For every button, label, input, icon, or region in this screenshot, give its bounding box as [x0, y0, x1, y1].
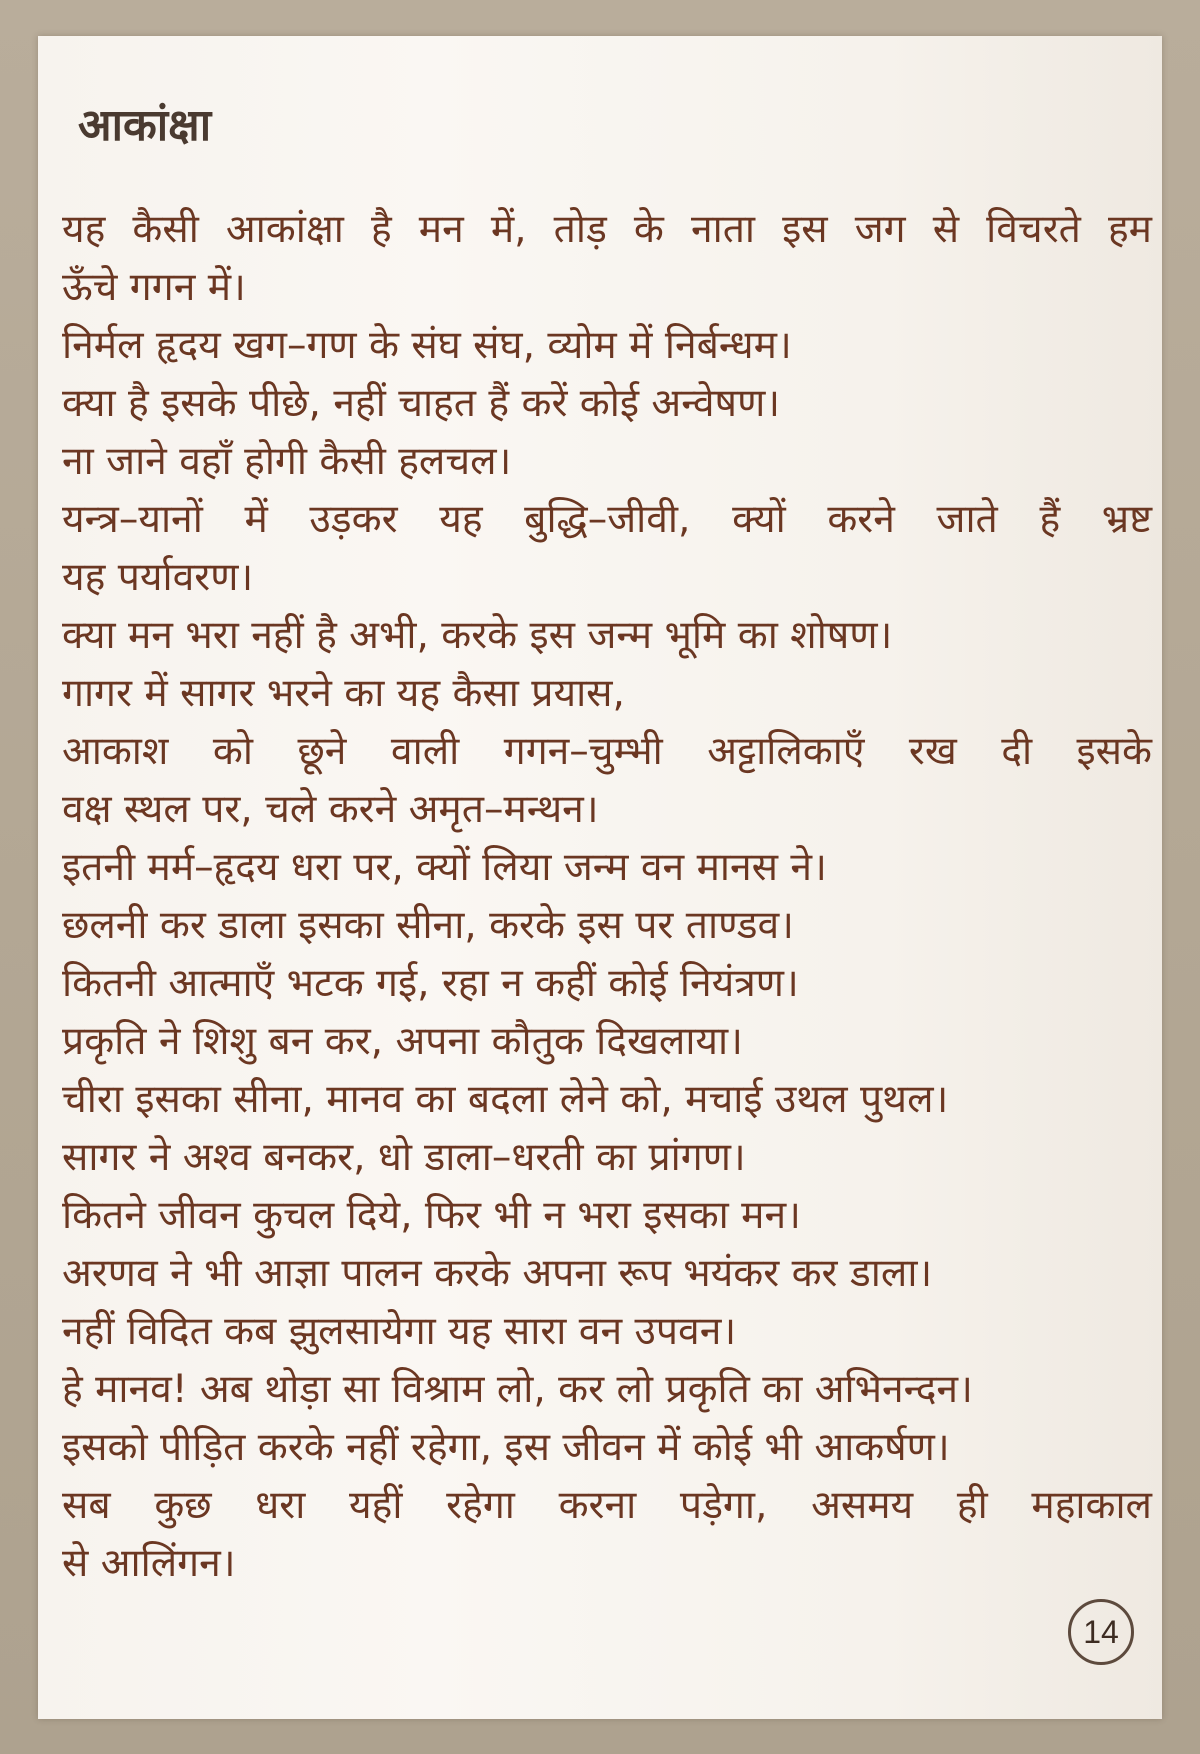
poem-line: वक्ष स्थल पर, चले करने अमृत–मन्थन। [62, 787, 599, 832]
poem-line: क्या है इसके पीछे, नहीं चाहत हैं करें कोई अन्वेषण। [62, 381, 781, 426]
poem-line: हे मानव! अब थोड़ा सा विश्राम लो, कर लो प्रकृति का अभिनन्दन। [62, 1367, 973, 1412]
poem-line: इतनी मर्म–हृदय धरा पर, क्यों लिया जन्म वन मानस ने। [62, 845, 827, 890]
poem-line: अरणव ने भी आज्ञा पालन करके अपना रूप भयंकर कर डाला। [62, 1251, 933, 1296]
poem-line: इसको पीड़ित करके नहीं रहेगा, इस जीवन में कोई भी आकर्षण। [62, 1425, 950, 1470]
poem-title: आकांक्षा [78, 100, 212, 151]
poem-line: ऊँचे गगन में। [62, 265, 246, 310]
poem-line: नहीं विदित कब झुलसायेगा यह सारा वन उपवन। [62, 1309, 737, 1354]
poem-line: से आलिंगन। [62, 1541, 236, 1586]
poem-line: क्या मन भरा नहीं है अभी, करके इस जन्म भूमि का शोषण। [62, 613, 893, 658]
poem-line: यह कैसी आकांक्षा है मन में, तोड़ के नाता इस जग से विचरते हम [62, 207, 1152, 252]
poem-line: सब कुछ धरा यहीं रहेगा करना पड़ेगा, असमय ही महाकाल [62, 1483, 1152, 1528]
poem-line: आकाश को छूने वाली गगन–चुम्भी अट्टालिकाएँ रख दी इसके [62, 729, 1152, 774]
poem-line: प्रकृति ने शिशु बन कर, अपना कौतुक दिखलाया। [62, 1019, 743, 1064]
poem-body [62, 201, 1152, 1593]
poem-line: यन्त्र–यानों में उड़कर यह बुद्धि–जीवी, क्यों करने जाते हैं भ्रष्ट [62, 497, 1152, 542]
poem-line: ना जाने वहाँ होगी कैसी हलचल। [62, 439, 512, 484]
poem-line: सागर ने अश्व बनकर, धो डाला–धरती का प्रांगण। [62, 1135, 746, 1180]
book-page [38, 36, 1162, 1719]
poem-line: यह पर्यावरण। [62, 555, 254, 600]
page-number-badge [1068, 1599, 1134, 1665]
poem-line: कितनी आत्माएँ भटक गई, रहा न कहीं कोई नियंत्रण। [62, 961, 799, 1006]
poem-line: छलनी कर डाला इसका सीना, करके इस पर ताण्डव। [62, 903, 794, 948]
poem-line: कितने जीवन कुचल दिये, फिर भी न भरा इसका मन। [62, 1193, 801, 1238]
poem-line: निर्मल हृदय खग–गण के संघ संघ, व्योम में निर्बन्धम। [62, 323, 792, 368]
page-number: 14 [1083, 1613, 1119, 1650]
poem-line: गागर में सागर भरने का यह कैसा प्रयास, [62, 671, 625, 716]
poem-line: चीरा इसका सीना, मानव का बदला लेने को, मचाई उथल पुथल। [62, 1077, 949, 1122]
